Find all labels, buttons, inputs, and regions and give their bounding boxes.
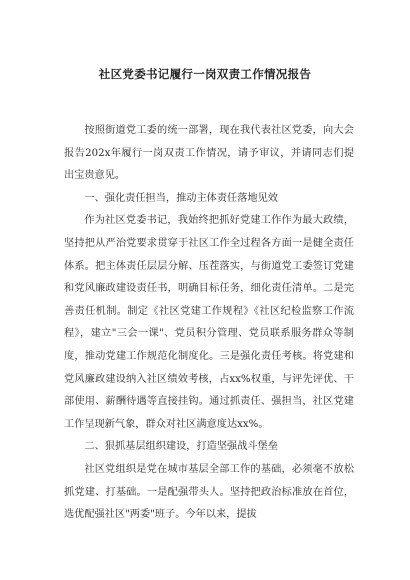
paragraph-section-2: 社区党组织是党在城市基层全部工作的基础，必须毫不放松抓党建、打基础。一是配强带头人。坚持把政治标准放在首位，选优配强社区"两委"班子。今年以来，提拔 [64, 463, 354, 521]
document-title: 社区党委书记履行一岗双责工作情况报告 [98, 67, 312, 81]
paragraph-intro: 按照街道党工委的统一部署，现在我代表社区党委，向大会报告202x年履行一岗双责工作情况，请予审议，并请同志们提出宝贵意见。 [64, 125, 354, 182]
paragraph-section-1: 作为社区党委书记，我始终把抓好党建工作作为最大政绩，坚持把从严治党要求贯穿于社区工作全过程各方面一是健全责任体系。把主体责任层层分解、压茬落实，与街道党工委签订党建和党风廉政建设责任书，明确目标任务，细化责任清单。二是完善责任机制。制定《社区党建工作规程》《社区纪检监察工作流程》，建立"三会一课"、党员积分管理、党员联系服务群众等制度，推动党建工作规范化制度化。三是强化责任考核。将党建和党风廉政建设纳入社区绩效考核，占xx%权重，与评先评优、干部使用、薪酬待遇等直接挂钩。通过抓责任、强担当，社区党建工作呈现新气象，群众对社区满意度达xx%。 [64, 215, 354, 430]
section-heading-2: 二、狠抓基层组织建设，打造坚强战斗堡垒 [84, 441, 278, 453]
section-heading-1: 一、强化责任担当，推动主体责任落地见效 [84, 192, 278, 204]
document-body [64, 120, 354, 527]
